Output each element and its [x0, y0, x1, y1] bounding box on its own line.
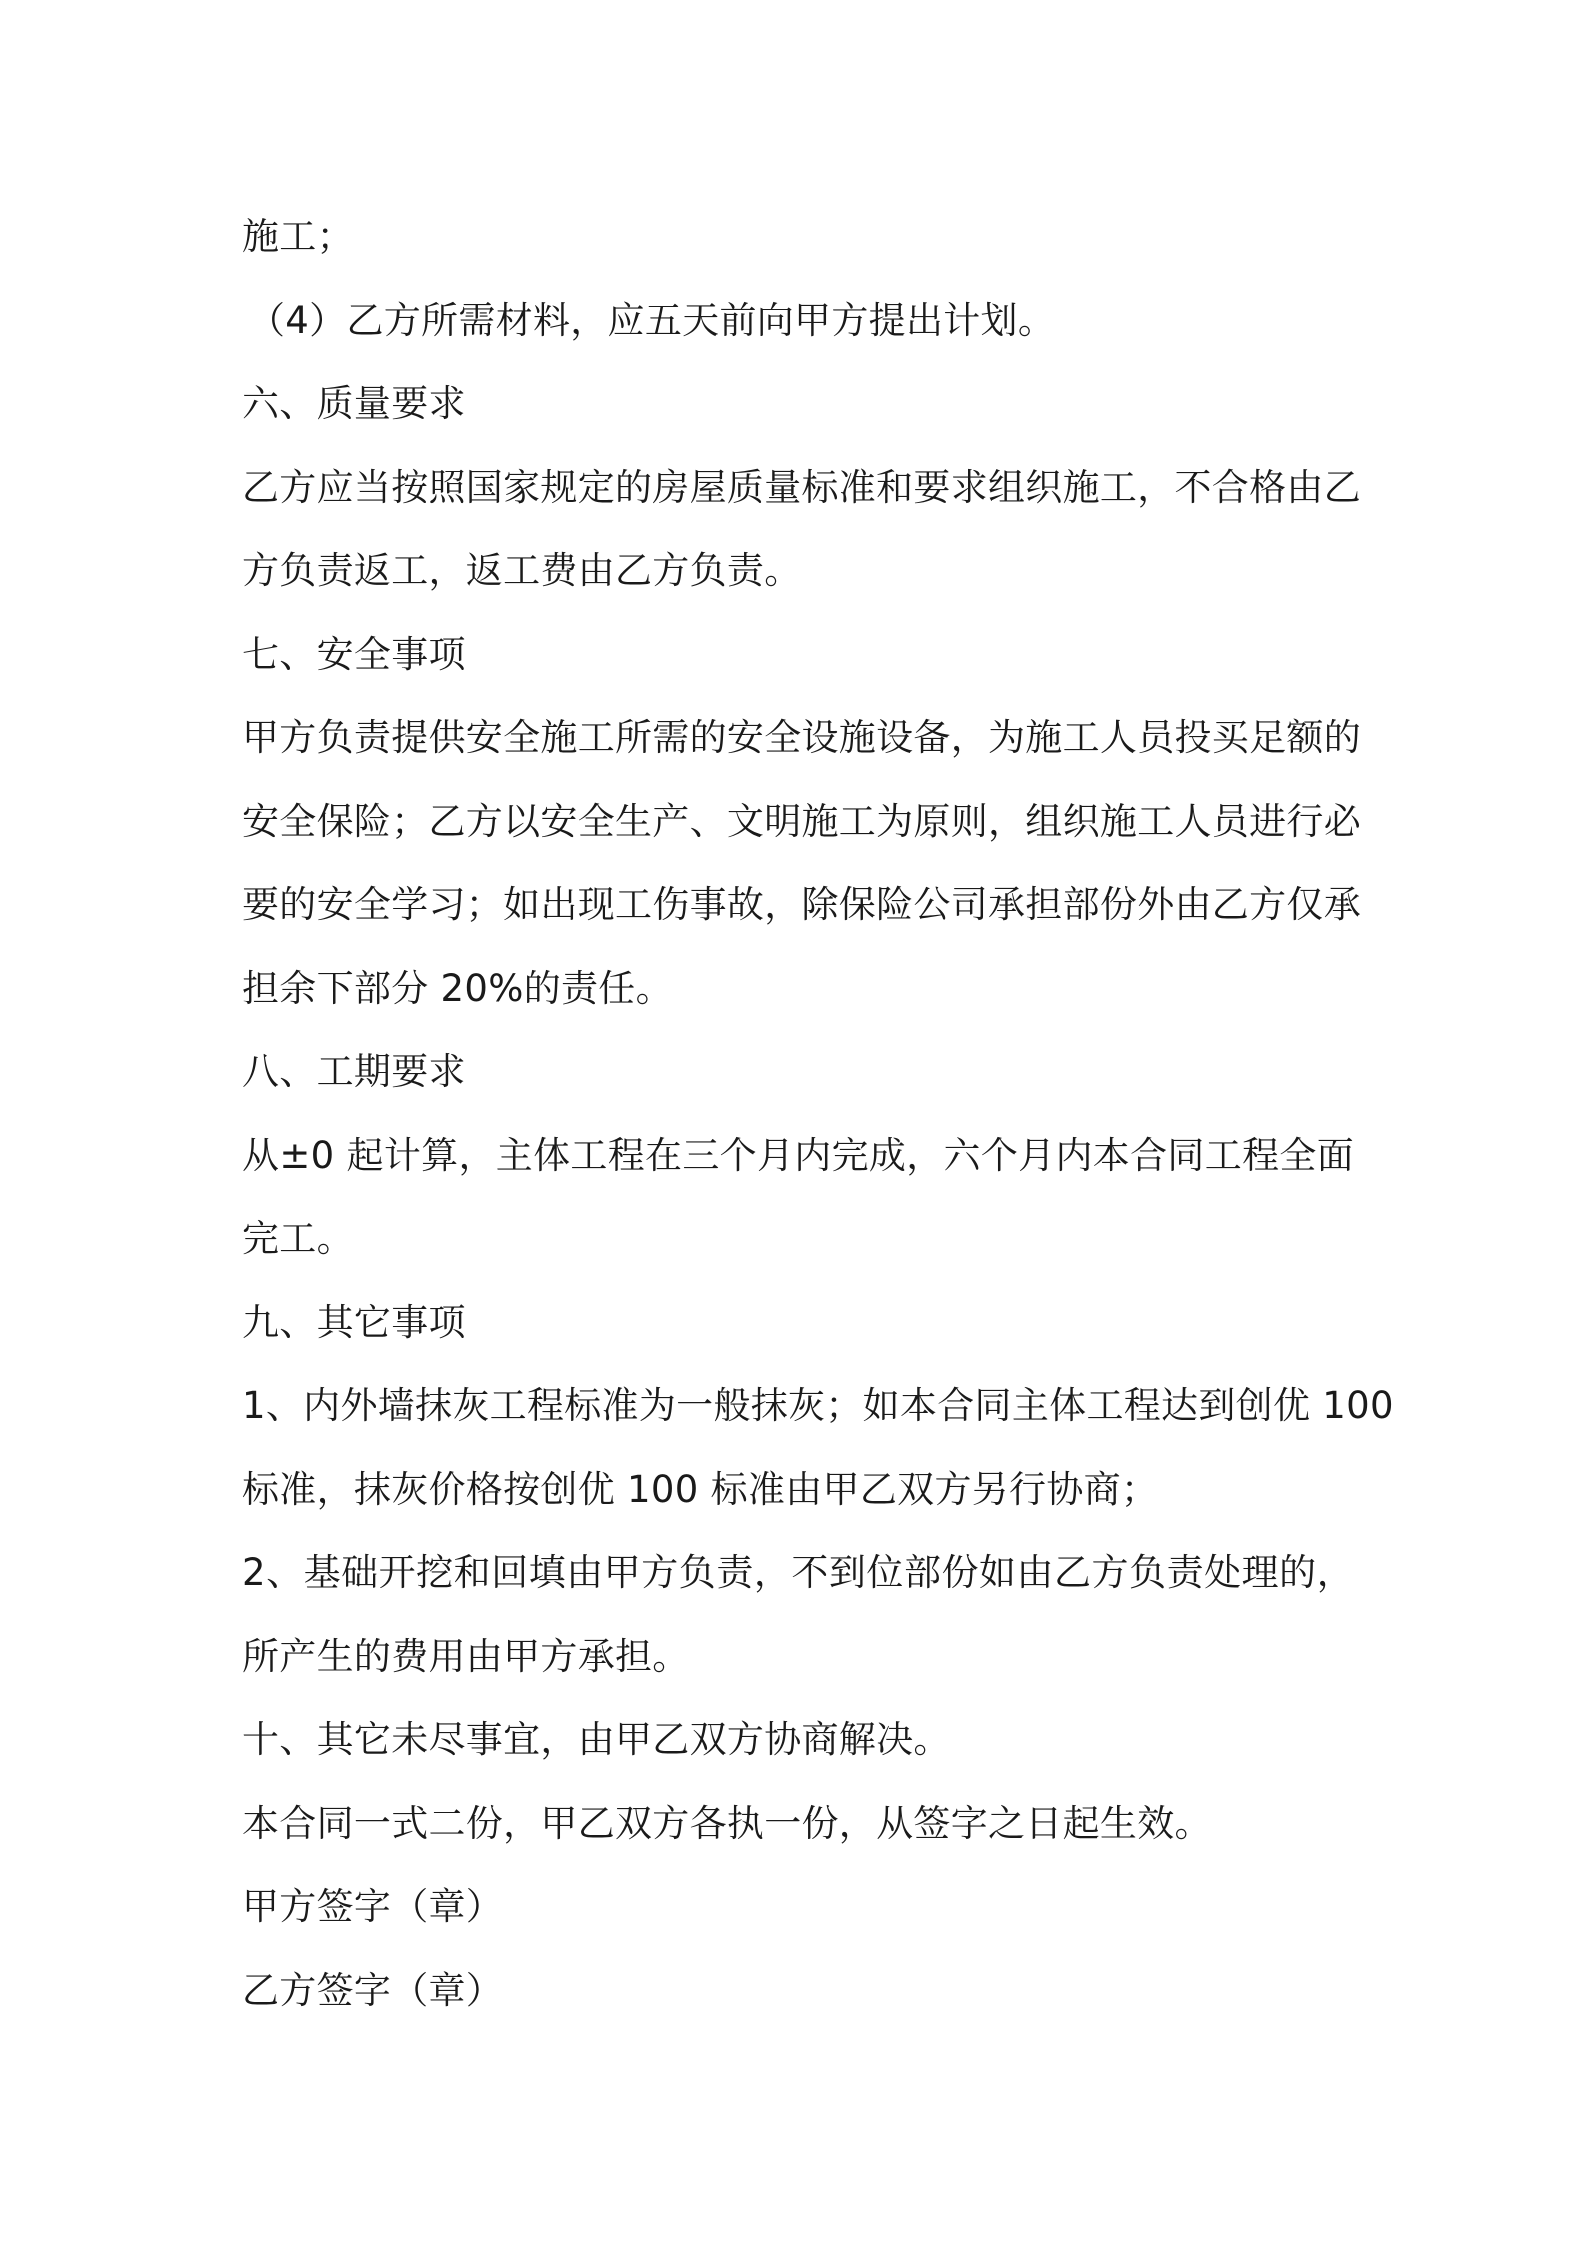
schedule-paragraph-line-2: 完工。 [242, 1217, 354, 1260]
safety-paragraph-line-4: 担余下部分 20%的责任。 [242, 966, 673, 1010]
text-line-continuation: 施工； [242, 215, 354, 258]
quality-paragraph-line-2: 方负责返工，返工费由乙方负责。 [242, 549, 802, 592]
copies-statement: 本合同一式二份，甲乙双方各执一份，从签字之日起生效。 [242, 1801, 1212, 1845]
section-heading-misc: 十、其它未尽事宜，由甲乙双方协商解决。 [242, 1718, 951, 1761]
section-heading-schedule: 八、工期要求 [242, 1050, 466, 1093]
safety-paragraph-line-2: 安全保险；乙方以安全生产、文明施工为原则，组织施工人员进行必 [242, 799, 1361, 843]
other-item-2-line-2: 所产生的费用由甲方承担。 [242, 1634, 690, 1678]
party-b-signature-label: 乙方签字（章） [242, 1968, 504, 2012]
contract-body [242, 195, 1394, 2032]
other-item-1-line-1: 1、内外墙抹灰工程标准为一般抹灰；如本合同主体工程达到创优 100 [242, 1384, 1394, 1427]
section-heading-other: 九、其它事项 [242, 1300, 466, 1344]
clause-item-4: （4）乙方所需材料，应五天前向甲方提出计划。 [248, 298, 1056, 342]
section-heading-quality: 六、质量要求 [242, 382, 466, 425]
party-a-signature-label: 甲方签字（章） [242, 1885, 504, 1928]
quality-paragraph-line-1: 乙方应当按照国家规定的房屋质量标准和要求组织施工，不合格由乙 [242, 465, 1361, 509]
other-item-1-line-2: 标准，抹灰价格按创优 100 标准由甲乙双方另行协商； [242, 1467, 1159, 1511]
safety-paragraph-line-1: 甲方负责提供安全施工所需的安全设施设备，为施工人员投买足额的 [242, 716, 1361, 759]
section-heading-safety: 七、安全事项 [242, 632, 466, 676]
schedule-paragraph-line-1: 从±0 起计算，主体工程在三个月内完成，六个月内本合同工程全面 [242, 1133, 1354, 1177]
other-item-2-line-1: 2、基础开挖和回填由甲方负责，不到位部份如由乙方负责处理的， [242, 1551, 1354, 1594]
safety-paragraph-line-3: 要的安全学习；如出现工伤事故，除保险公司承担部份外由乙方仅承 [242, 883, 1361, 926]
